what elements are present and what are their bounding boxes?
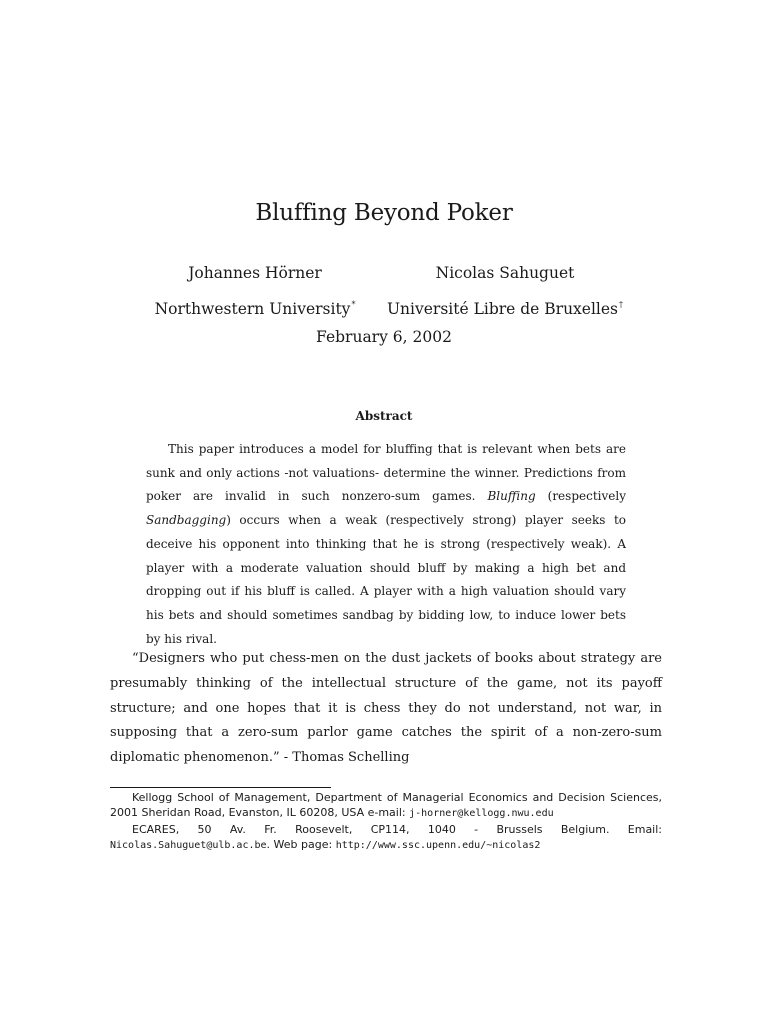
author-1-name: Johannes Hörner xyxy=(188,264,322,282)
abstract-heading: Abstract xyxy=(355,409,413,423)
footnote-2: ECARES, 50 Av. Fr. Roosevelt, CP114, 1040 - Brussels Belgium. Email: Nicolas.Sahuguet@ulb.ac.be. Web page: http://www.ssc.upenn.edu/~nicolas2 xyxy=(110,822,662,851)
term-bluffing: Bluffing xyxy=(487,489,536,504)
term-sandbagging: Sandbagging xyxy=(146,513,227,528)
author-2 xyxy=(380,258,630,325)
author-1-footnote-mark: * xyxy=(351,300,356,309)
abstract-body: This paper introduces a model for bluffing that is relevant when bets are sunk and only actions -not valuations- determine the winner. Predictions from poker are invalid in such nonzero-sum games. Bluffing (respectively Sandbagging) occurs when a weak (respectively strong) player seeks to deceive his opponent into thinking that he is strong (respectively weak). A player with a moderate valuation should bluff by making a high bet and dropping out if his bluff is called. A player with a high valuation should vary his bets and should sometimes sandbag by bidding low, to induce lower bets by his rival. xyxy=(146,442,626,646)
paper-title: Bluffing Beyond Poker xyxy=(255,200,513,226)
author-2-email[interactable]: Nicolas.Sahuguet@ulb.ac.be xyxy=(110,839,267,851)
footnote-1: Kellogg School of Management, Department of Managerial Economics and Decision Sciences, 2001 Sheridan Road, Evanston, IL 60208, USA e-mail: j-horner@kellogg.nwu.edu xyxy=(110,791,662,820)
author-1-affiliation: Northwestern University* xyxy=(154,300,356,318)
footnotes xyxy=(110,790,662,853)
author-2-web-link[interactable]: http://www.ssc.upenn.edu/~nicolas2 xyxy=(335,839,541,851)
author-1-email[interactable]: j-horner@kellogg.nwu.edu xyxy=(409,808,554,820)
author-2-name: Nicolas Sahuguet xyxy=(435,264,575,282)
footnote-rule xyxy=(110,787,331,788)
paper-date: February 6, 2002 xyxy=(316,328,452,346)
author-1 xyxy=(150,258,360,325)
author-2-affiliation: Université Libre de Bruxelles† xyxy=(386,300,624,318)
epigraph-quote: “Designers who put chess-men on the dust jackets of books about strategy are presumably thinking of the intellectual structure of the game, not its payoff structure; and one hopes that it is chess they do not understand, not war, in supposing that a zero-sum parlor game catches the spirit of a non-zero-sum diplomatic phenomenon.” - Thomas Schelling xyxy=(110,651,662,766)
author-2-footnote-mark: † xyxy=(619,300,624,309)
